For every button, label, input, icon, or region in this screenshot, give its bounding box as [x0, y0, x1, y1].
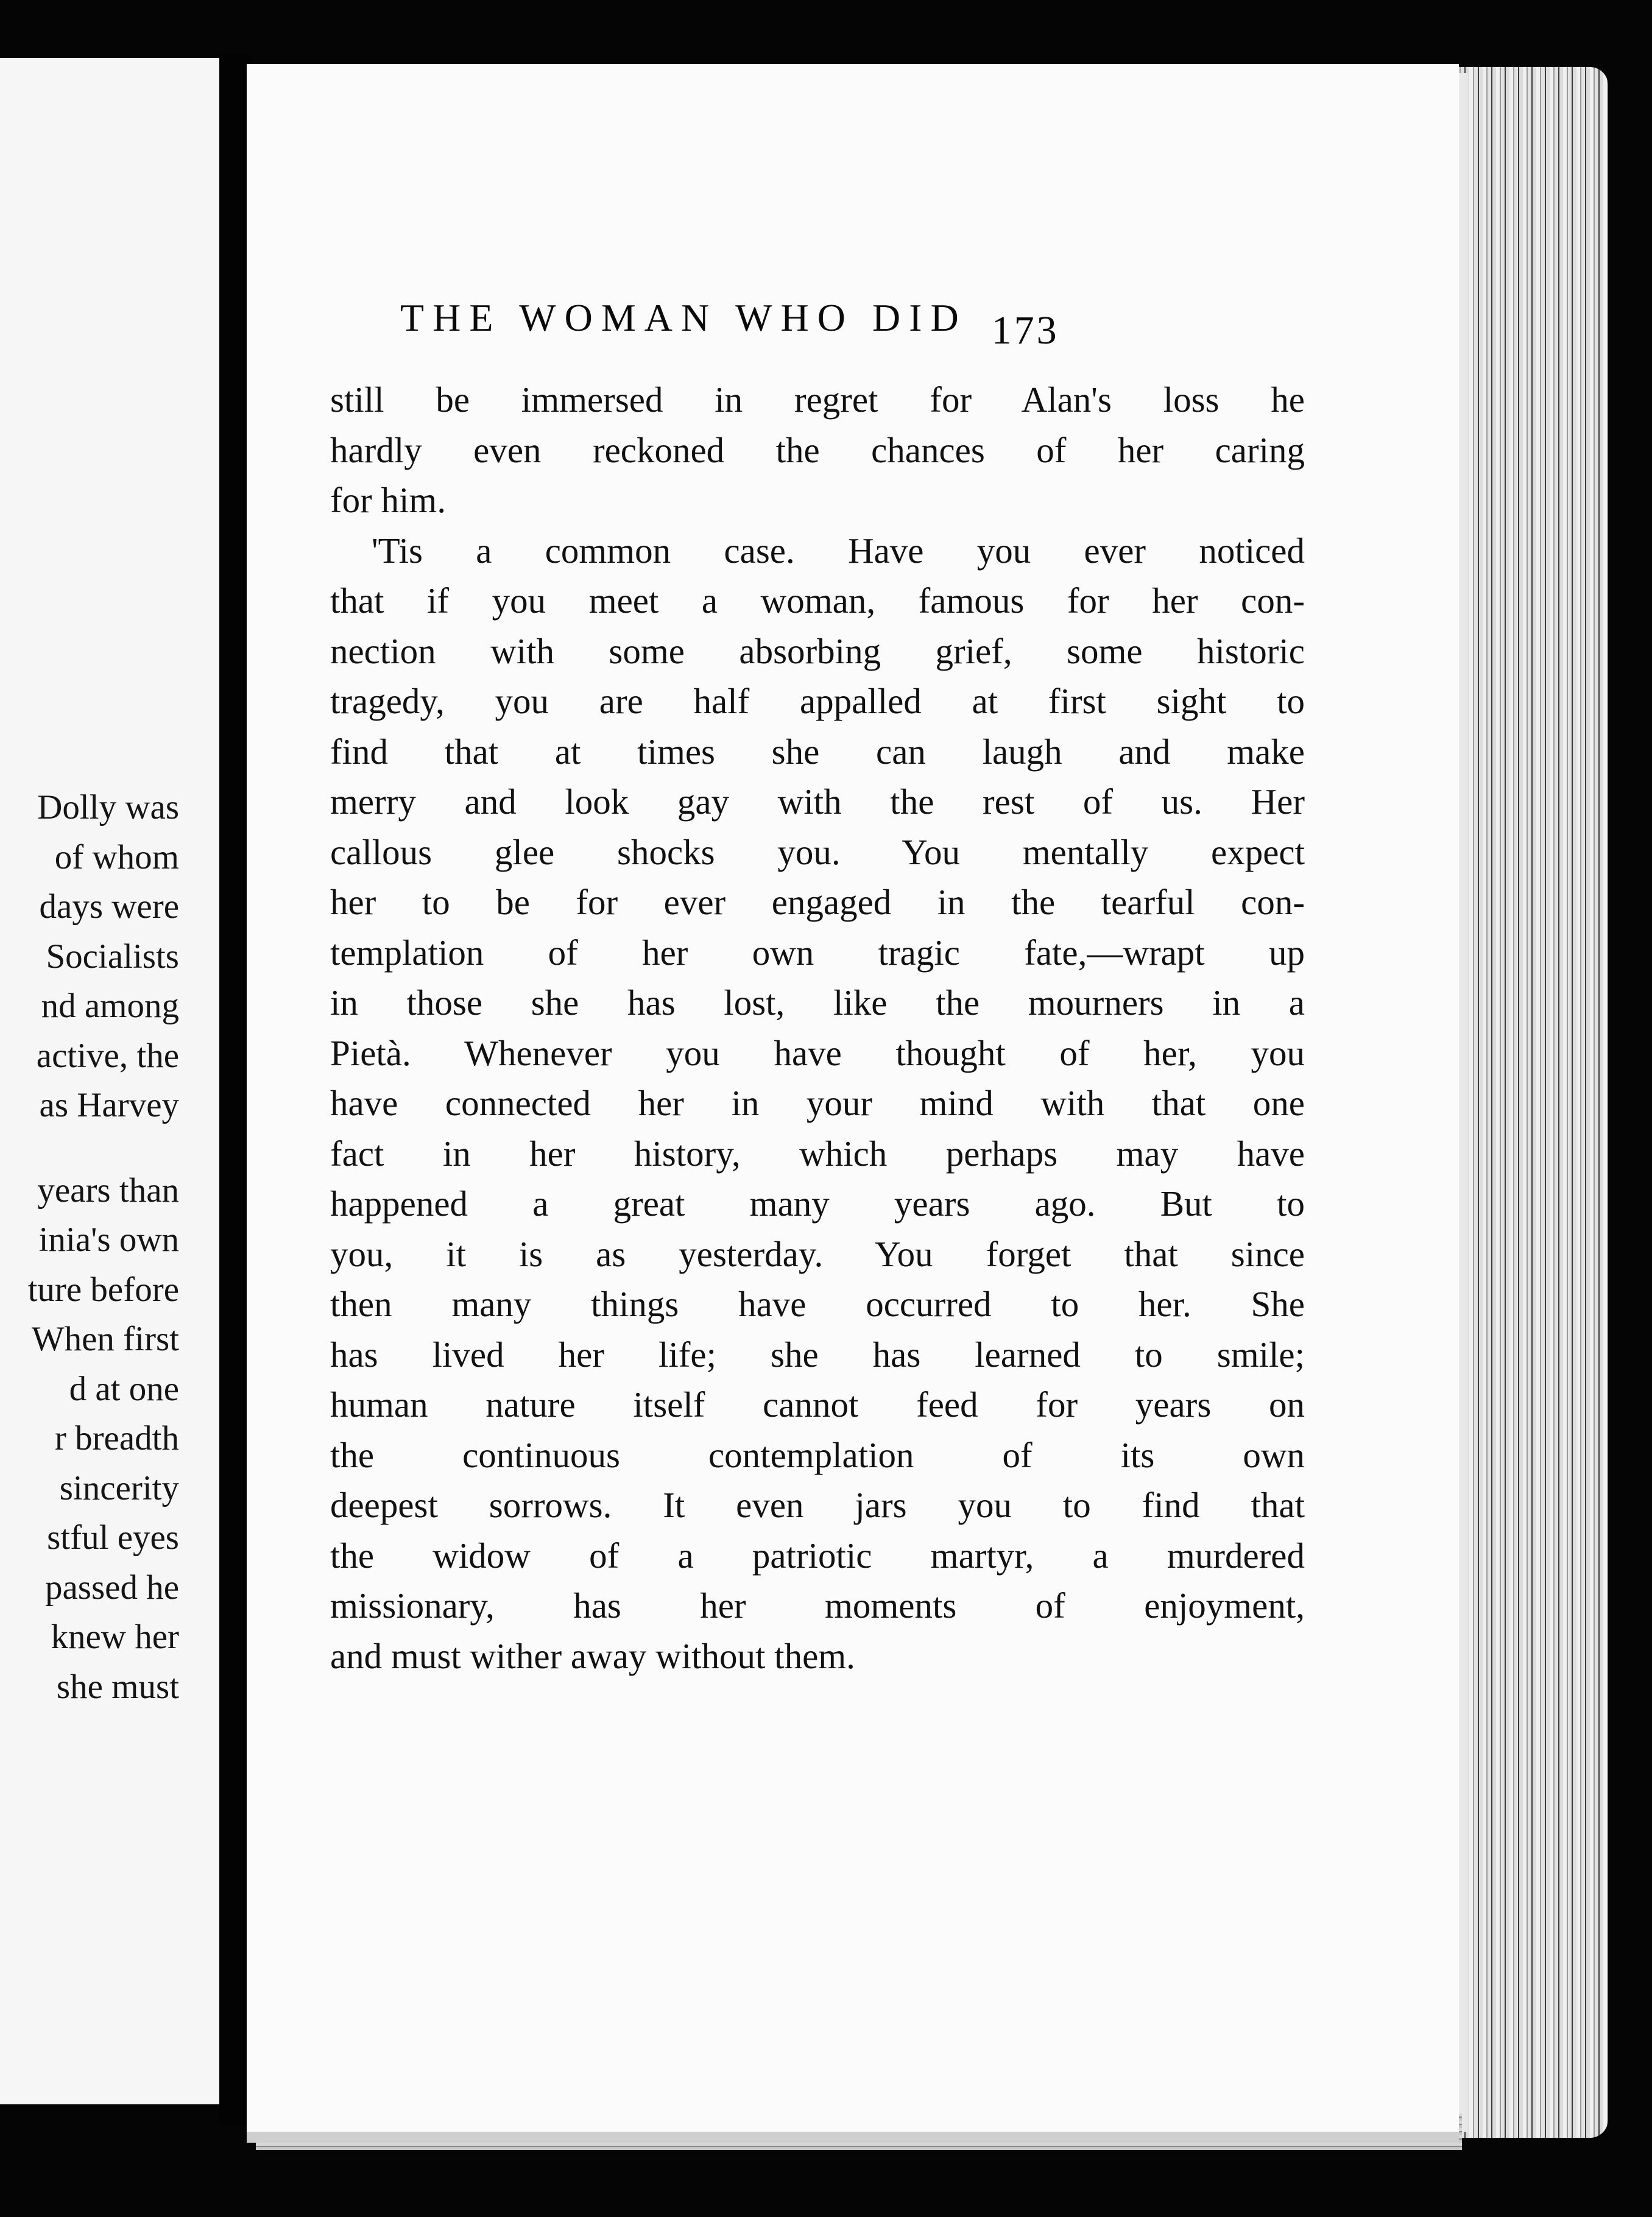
- left-text-line: of whom: [54, 837, 179, 876]
- running-head: THE WOMAN WHO DID: [400, 296, 967, 339]
- left-page: [0, 58, 219, 2104]
- text-line: templation of her own tragic fate,—wrapt up: [330, 932, 1305, 973]
- left-text-line: d at one: [69, 1369, 179, 1408]
- text-line: then many things have occurred to her. She: [330, 1284, 1305, 1324]
- left-text-line: active, the: [36, 1036, 179, 1075]
- text-line: 'Tis a common case. Have you ever noticed: [372, 530, 1305, 571]
- left-text-line: as Harvey: [39, 1086, 179, 1124]
- text-line: that if you meet a woman, famous for her con-: [330, 580, 1305, 621]
- text-line: tragedy, you are half appalled at first sight to: [330, 681, 1305, 721]
- text-line: deepest sorrows. It even jars you to find that: [330, 1485, 1305, 1525]
- left-text-line: Socialists: [46, 937, 179, 976]
- text-line: hardly even reckoned the chances of her caring: [330, 429, 1305, 470]
- left-text-line: years than: [37, 1171, 179, 1210]
- text-line: happened a great many years ago. But to: [330, 1183, 1305, 1224]
- text-line: the widow of a patriotic martyr, a murdered: [330, 1535, 1305, 1576]
- text-line: missionary, has her moments of enjoyment,: [330, 1585, 1305, 1626]
- left-text-line: Dolly was: [37, 788, 179, 827]
- text-line: has lived her life; she has learned to smile;: [330, 1334, 1305, 1375]
- text-line: and must wither away without them.: [330, 1635, 855, 1676]
- page-number: 173: [991, 308, 1059, 353]
- left-text-line: inia's own: [38, 1221, 179, 1259]
- left-text-line: days were: [39, 887, 179, 926]
- text-line: merry and look gay with the rest of us. Her: [330, 781, 1305, 822]
- page-edges-stack: [1456, 67, 1608, 2138]
- text-line: callous glee shocks you. You mentally expect: [330, 831, 1305, 872]
- text-line: the continuous contemplation of its own: [330, 1434, 1305, 1475]
- left-text-line: passed he: [44, 1568, 179, 1607]
- left-text-line: ture before: [27, 1270, 179, 1309]
- left-text-line: knew her: [51, 1618, 179, 1656]
- left-page-text-fragments: [0, 783, 179, 1711]
- text-line: for him.: [330, 480, 447, 520]
- text-line: in those she has lost, like the mourners in a: [330, 982, 1305, 1023]
- left-text-line: sincerity: [59, 1468, 179, 1507]
- text-line: nection with some absorbing grief, some historic: [330, 630, 1305, 671]
- text-line: human nature itself cannot feed for years on: [330, 1384, 1305, 1425]
- left-text-line: nd among: [41, 987, 179, 1025]
- left-text-line: When first: [31, 1320, 179, 1358]
- text-line: Pietà. Whenever you have thought of her, you: [330, 1032, 1305, 1073]
- text-line: find that at times she can laugh and make: [330, 731, 1305, 772]
- body-text: [330, 375, 1305, 1681]
- text-line: you, it is as yesterday. You forget that since: [330, 1233, 1305, 1274]
- text-line: fact in her history, which perhaps may have: [330, 1133, 1305, 1174]
- text-line: still be immersed in regret for Alan's loss he: [330, 379, 1305, 420]
- text-line: her to be for ever engaged in the tearful con-: [330, 882, 1305, 922]
- text-line: have connected her in your mind with that one: [330, 1083, 1305, 1123]
- left-text-line: stful eyes: [47, 1518, 179, 1557]
- right-page: [247, 64, 1459, 2143]
- left-text-line: r breadth: [54, 1419, 179, 1457]
- left-text-line: she must: [56, 1667, 179, 1706]
